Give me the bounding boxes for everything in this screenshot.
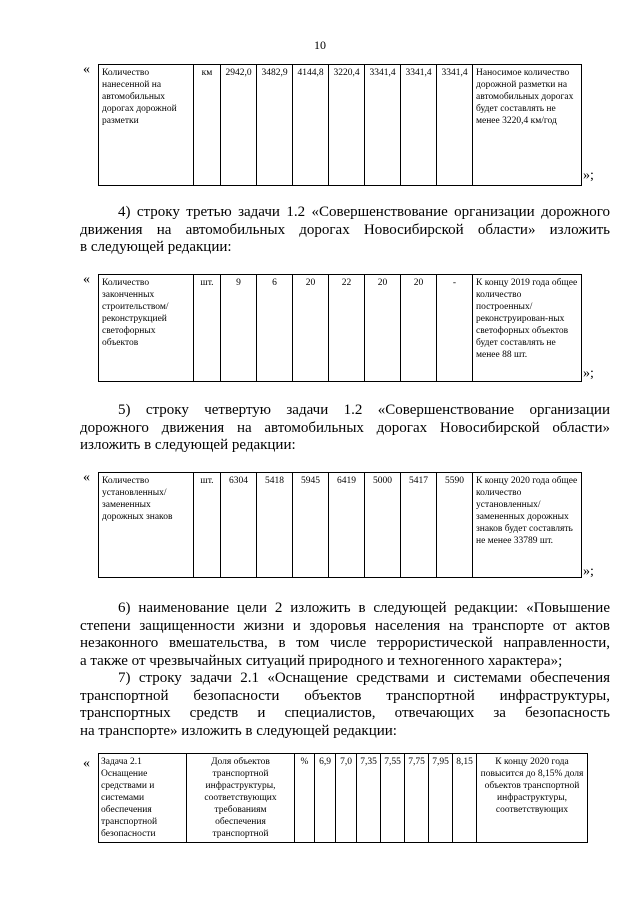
table-cell: 20 [293,275,329,382]
table-cell: К концу 2020 года повысится до 8,15% доля объектов транспортной инфраструктуры, соответствующих [477,754,588,843]
table-cell: 7,55 [381,754,405,843]
quote-close: »; [583,564,594,579]
table-cell: К концу 2020 года общее количество установленных/ замененных дорожных знаков будет составлять не менее 33789 шт. [473,473,582,578]
table-cell: 9 [221,275,257,382]
quote-open: « [83,62,90,77]
table-cell: Количество нанесенной на автомобильных дорогах дорожной разметки [99,65,194,186]
table-cell: 3341,4 [365,65,401,186]
paragraph-line: дорожного движения на автомобильных дорогах Новосибирской области» [80,419,610,436]
table-cell: 7,35 [357,754,381,843]
table-cell: шт. [194,275,221,382]
quote-open: « [83,756,90,771]
paragraph-line: транспортной безопасности объектов транспортной инфраструктуры, [80,687,610,704]
table-cell: 6,9 [315,754,336,843]
table-cell: 22 [329,275,365,382]
table-cell: 7,95 [429,754,453,843]
table-road-signs [98,472,582,578]
table-cell: 5590 [437,473,473,578]
paragraph-line: изложить в следующей редакции: [80,437,296,453]
table-cell: 3341,4 [437,65,473,186]
table-cell: 6419 [329,473,365,578]
table-cell: шт. [194,473,221,578]
table-cell: 5945 [293,473,329,578]
table-cell: 8,15 [453,754,477,843]
paragraph-line: степени защищенности жизни и здоровья населения на транспорте от актов [80,617,610,634]
table-cell: К концу 2019 года общее количество построенных/ реконструирован-ных светофорных объектов будет составлять не менее 88 шт. [473,275,582,382]
table-cell: Задача 2.1 Оснащение средствами и системами обеспечения транспортной безопасности [99,754,187,843]
table-cell: Количество установленных/ замененных дорожных знаков [99,473,194,578]
table-cell: 20 [365,275,401,382]
quote-open: « [83,470,90,485]
table-cell: - [437,275,473,382]
table-cell: 4144,8 [293,65,329,186]
table-cell: % [295,754,315,843]
quote-open: « [83,272,90,287]
table-row [99,275,582,382]
paragraph-line: 4) строку третью задачи 1.2 «Совершенствование организации дорожного [118,204,610,220]
table-cell: 7,0 [336,754,357,843]
table-cell: Наносимое количество дорожной разметки на автомобильных дорогах будет составлять не менее 3220,4 км/год [473,65,582,186]
paragraph-line: 7) строку задачи 2.1 «Оснащение средствами и системами обеспечения [118,670,610,686]
paragraph-line: 5) строку четвертую задачи 1.2 «Совершенствование организации [118,402,610,418]
paragraph-line: незаконного вмешательства, в том числе террористической направленности, [80,635,610,651]
paragraph-line: 6) наименование цели 2 изложить в следующей редакции: «Повышение [118,600,610,616]
paragraph-line: в следующей редакции: [80,239,232,255]
table-cell: 3341,4 [401,65,437,186]
paragraph-line: на транспорте» изложить в следующей редакции: [80,722,397,739]
table-cell: 20 [401,275,437,382]
table-road-marking [98,64,582,186]
paragraph-7 [80,670,610,740]
table-traffic-lights [98,274,582,382]
page-number: 10 [314,38,326,52]
paragraph-6 [80,600,610,670]
paragraph-line: транспортных средств и специалистов, отвечающих за безопасность [80,705,610,721]
table-cell: 3482,9 [257,65,293,186]
paragraph-5 [80,402,610,455]
table-task-2-1 [98,753,588,843]
table-cell: Количество законченных строительством/ реконструкцией светофорных объектов [99,275,194,382]
table-cell: 6304 [221,473,257,578]
table-cell: 7,75 [405,754,429,843]
paragraph-line: а также от чрезвычайных ситуаций природного и техногенного характера»; [80,652,563,669]
table-cell: 5418 [257,473,293,578]
table-cell: 5417 [401,473,437,578]
table-row [99,65,582,186]
table-row [99,473,582,578]
table-cell: 6 [257,275,293,382]
paragraph-4 [80,204,610,257]
table-cell: км [194,65,221,186]
table-cell: 2942,0 [221,65,257,186]
quote-close: »; [583,366,594,381]
table-cell: 5000 [365,473,401,578]
table-cell: Доля объектов транспортной инфраструктуры, соответствующих требованиям обеспечения транспортной [187,754,295,843]
table-row [99,754,588,843]
paragraph-line: движения на автомобильных дорогах Новосибирской области» изложить [80,221,610,238]
quote-close: »; [583,168,594,183]
table-cell: 3220,4 [329,65,365,186]
